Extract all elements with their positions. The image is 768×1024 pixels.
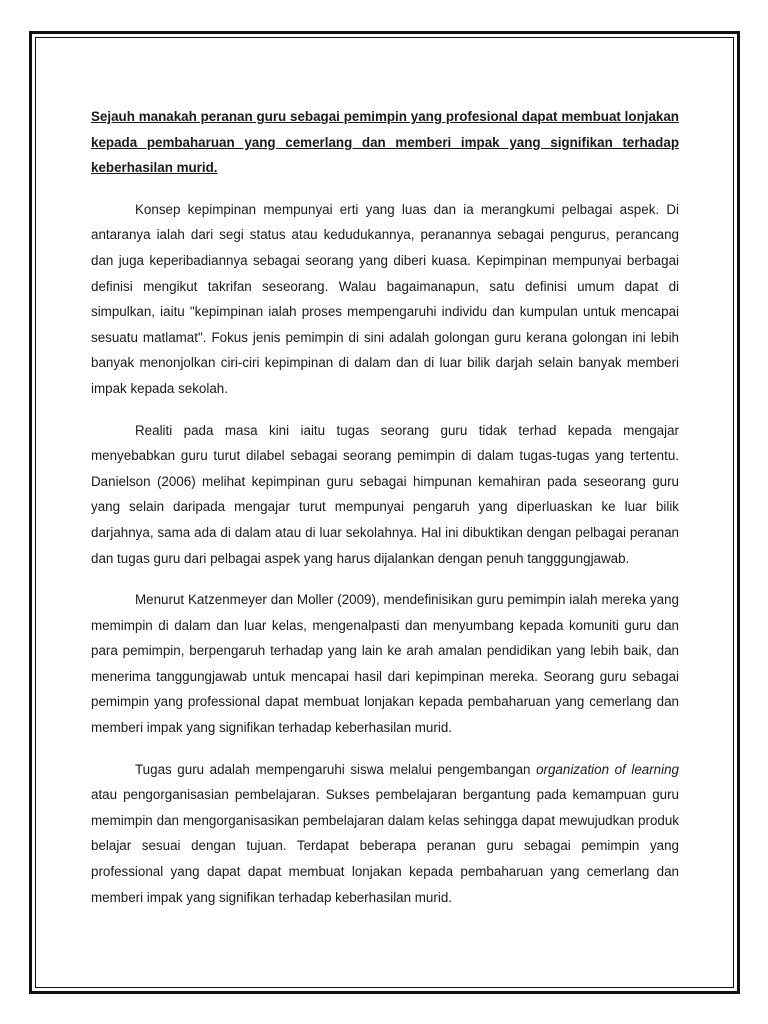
paragraph-2: Realiti pada masa kini iaitu tugas seorang guru tidak terhad kepada mengajar menyebabkan guru turut dilabel sebagai seorang pemimpin di dalam tugas-tugas yang tertentu. Danielson (2006) melihat kepimpinan guru sebagai himpunan kemahiran pada seseorang guru yang selain daripada mengajar turut mempunyai pengaruh yang diperluaskan ke luar bilik darjahnya, sama ada di dalam atau di luar sekolahnya. Hal ini dibuktikan dengan pelbagai peranan dan tugas guru dari pelbagai aspek yang harus dijalankan dengan penuh tangggungjawab. (91, 422, 679, 566)
document-title: Sejauh manakah peranan guru sebagai pemimpin yang profesional dapat membuat lonjakan kepada pembaharuan yang cemerlang dan memberi impak yang signifikan terhadap keberhasilan murid. (91, 109, 679, 176)
paragraph-3: Menurut Katzenmeyer dan Moller (2009), mendefinisikan guru pemimpin ialah mereka yang memimpin di dalam dan luar kelas, mengenalpasti dan menyumbang kepada komuniti guru dan para pemimpin, berpengaruh terhadap yang lain ke arah amalan pendidikan yang lebih baik, dan menerima tanggungjawab untuk mencapai hasil dari kepimpinan mereka. Seorang guru sebagai pemimpin yang professional dapat membuat lonjakan kepada pembaharuan yang cemerlang dan memberi impak yang signifikan terhadap keberhasilan murid. (91, 592, 679, 736)
paragraph-1: Konsep kepimpinan mempunyai erti yang luas dan ia merangkumi pelbagai aspek. Di antaranya ialah dari segi status atau kedudukannya, peranannya sebagai pengurus, perancang dan juga keperibadiannya sebagai seorang yang diberi kuasa. Kepimpinan mempunyai berbagai definisi mengikut takrifan seseorang. Walau bagaimanapun, satu definisi umum dapat di simpulkan, iaitu "kepimpinan ialah proses mempengaruhi individu dan kumpulan untuk mencapai sesuatu matlamat". Fokus jenis pemimpin di sini adalah golongan guru kerana golongan ini lebih banyak menonjolkan ciri-ciri kepimpinan di dalam dan di luar bilik darjah selain banyak memberi impak kepada sekolah. (91, 201, 679, 396)
document-body (91, 104, 679, 910)
paragraph-4 (91, 757, 679, 911)
paragraph-4-italic-term: organization of learning (536, 761, 679, 777)
paragraph-4-text-start: Tugas guru adalah mempengaruhi siswa melalui pengembangan (135, 761, 537, 777)
paragraph-4-text-end: atau pengorganisasian pembelajaran. Sukses pembelajaran bergantung pada kemampuan guru memimpin dan mengorganisasikan pembelajaran dalam kelas sehingga dapat mewujudkan produk belajar sesuai dengan tujuan. Terdapat beberapa peranan guru sebagai pemimpin yang professional yang dapat dapat membuat lonjakan kepada pembaharuan yang cemerlang dan memberi impak yang signifikan terhadap keberhasilan murid. (91, 787, 679, 905)
